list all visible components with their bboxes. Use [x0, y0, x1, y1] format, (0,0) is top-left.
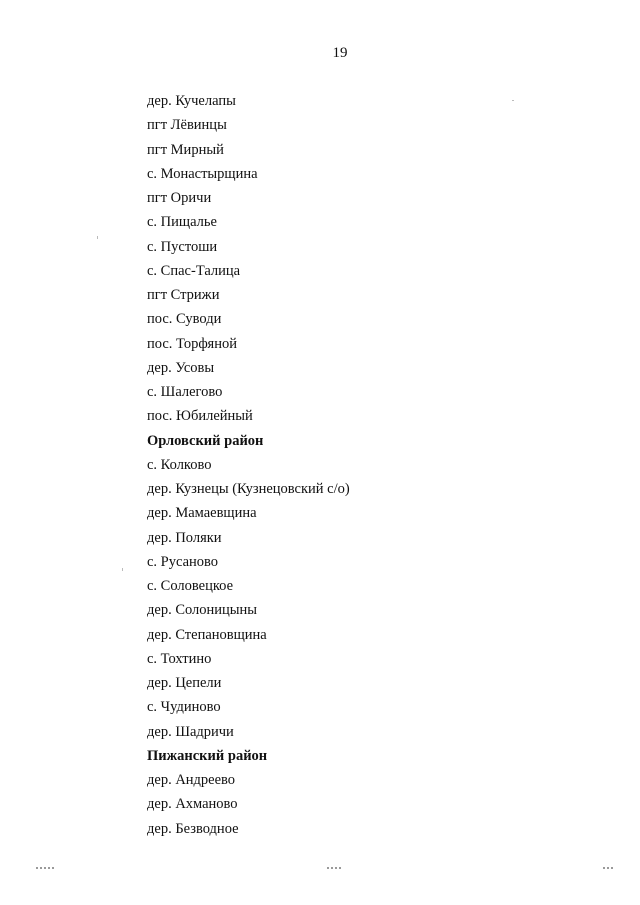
settlement-entry: дер. Степановщина — [147, 626, 267, 643]
settlement-entry: с. Пищалье — [147, 214, 217, 231]
scan-speck — [97, 236, 98, 239]
settlement-entry: с. Русаново — [147, 553, 219, 570]
settlement-entry: пос. Юбилейный — [147, 408, 253, 425]
settlement-entry: дер. Поляки — [147, 529, 222, 546]
scan-mark-center — [327, 867, 341, 869]
settlement-entry: дер. Солоницыны — [147, 602, 258, 619]
settlement-entry: дер. Кузнецы (Кузнецовский с/о) — [147, 481, 350, 497]
scan-mark-left — [36, 867, 54, 869]
settlement-entry: с. Пустоши — [147, 238, 218, 255]
settlement-entry: с. Монастырщина — [147, 165, 258, 182]
settlement-entry: с. Соловецкое — [147, 578, 234, 594]
settlement-entry: дер. Кучелапы — [147, 93, 236, 109]
settlement-entry: пгт Мирный — [147, 141, 224, 158]
settlement-entry: дер. Андреево — [147, 772, 236, 788]
settlement-entry: дер. Безводное — [147, 820, 239, 837]
page-number: 19 — [332, 45, 348, 61]
settlement-entry: пос. Торфяной — [147, 335, 237, 352]
settlement-entry: с. Спас-Талица — [147, 262, 241, 279]
settlement-list — [147, 91, 350, 843]
settlement-entry: с. Шалегово — [147, 384, 223, 400]
settlement-entry: дер. Шадричи — [147, 723, 234, 740]
settlement-entry: дер. Мамаевщина — [147, 505, 257, 522]
settlement-entry: дер. Ахманово — [147, 796, 238, 813]
settlement-entry: с. Чудиново — [147, 699, 221, 716]
settlement-entry: дер. Усовы — [147, 359, 215, 376]
settlement-entry: пгт Оричи — [147, 190, 212, 206]
district-heading: Пижанский район — [147, 747, 268, 764]
settlement-entry: с. Колково — [147, 456, 212, 473]
scan-speck — [512, 100, 514, 101]
settlement-entry: пгт Стрижи — [147, 287, 220, 303]
settlement-entry: пгт Лёвинцы — [147, 117, 227, 134]
settlement-entry: с. Тохтино — [147, 650, 212, 667]
scan-mark-right — [603, 867, 615, 869]
settlement-entry: пос. Суводи — [147, 311, 222, 328]
district-heading: Орловский район — [147, 432, 264, 449]
settlement-entry: дер. Цепели — [147, 675, 222, 691]
scan-speck — [122, 568, 123, 571]
